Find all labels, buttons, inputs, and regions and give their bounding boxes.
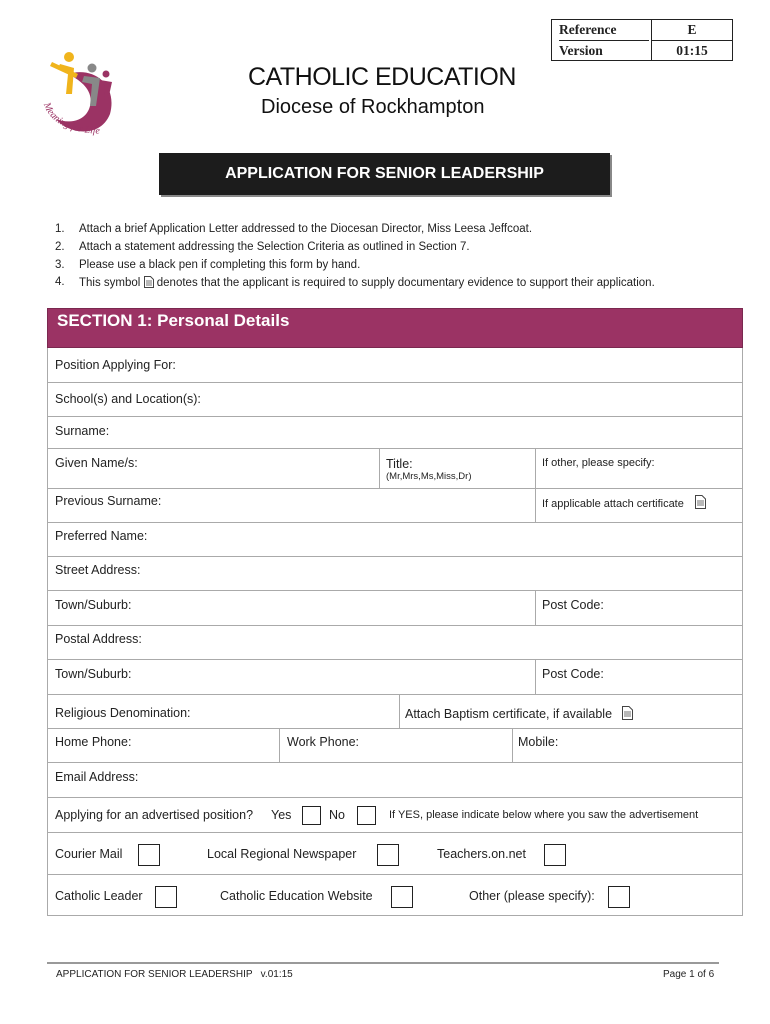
ce-website-checkbox[interactable] — [391, 886, 413, 908]
attach-baptism-label: Attach Baptism certificate, if available — [405, 706, 633, 721]
no-label: No — [329, 808, 345, 822]
footer-divider — [47, 962, 719, 964]
catholic-leader-checkbox[interactable] — [155, 886, 177, 908]
courier-mail-checkbox[interactable] — [138, 844, 160, 866]
teachers-net-label: Teachers.on.net — [437, 847, 526, 861]
logo-tagline — [40, 98, 130, 143]
work-phone-field[interactable]: Work Phone: — [287, 735, 360, 749]
post-code-field[interactable]: Post Code: — [542, 598, 604, 612]
ce-website-label: Catholic Education Website — [220, 889, 373, 903]
position-applying-field[interactable]: Position Applying For: — [55, 358, 176, 372]
teachers-net-checkbox[interactable] — [544, 844, 566, 866]
local-newspaper-label: Local Regional Newspaper — [207, 847, 357, 861]
postal-town-suburb-field[interactable]: Town/Suburb: — [55, 667, 132, 681]
no-checkbox[interactable] — [357, 806, 376, 825]
yes-label: Yes — [271, 808, 292, 822]
other-checkbox[interactable] — [608, 886, 630, 908]
religious-denomination-field[interactable]: Religious Denomination: — [55, 706, 191, 720]
document-evidence-icon — [695, 495, 706, 509]
advertised-question: Applying for an advertised position? — [55, 808, 254, 822]
postal-address-field[interactable]: Postal Address: — [55, 632, 142, 646]
attach-certificate-label: If applicable attach certificate — [542, 495, 706, 510]
reference-label: Reference — [559, 22, 617, 37]
local-newspaper-checkbox[interactable] — [377, 844, 399, 866]
reference-table — [551, 19, 733, 61]
postal-post-code-field[interactable]: Post Code: — [542, 667, 604, 681]
street-address-field[interactable]: Street Address: — [55, 563, 141, 577]
town-suburb-field[interactable]: Town/Suburb: — [55, 598, 132, 612]
mobile-field[interactable]: Mobile: — [518, 735, 559, 749]
page-subtitle: Diocese of Rockhampton — [261, 96, 485, 118]
version-value: 01:15 — [651, 40, 732, 60]
given-names-field[interactable]: Given Name/s: — [55, 456, 138, 470]
home-phone-field[interactable]: Home Phone: — [55, 735, 132, 749]
email-address-field[interactable]: Email Address: — [55, 770, 139, 784]
form-banner: APPLICATION FOR SENIOR LEADERSHIP — [159, 153, 610, 195]
svg-text:Meaning for Life: Meaning for Life — [40, 100, 100, 137]
if-yes-note: If YES, please indicate below where you saw the advertisement — [389, 809, 699, 821]
previous-surname-field[interactable]: Previous Surname: — [55, 494, 162, 508]
page-title: CATHOLIC EDUCATION — [248, 63, 516, 91]
courier-mail-label: Courier Mail — [55, 847, 123, 861]
catholic-leader-label: Catholic Leader — [55, 889, 143, 903]
document-evidence-icon — [144, 276, 154, 288]
title-field[interactable]: Title: — [386, 457, 413, 471]
surname-field[interactable]: Surname: — [55, 424, 110, 438]
section-1-header: SECTION 1: Personal Details — [47, 308, 743, 348]
footer-left: APPLICATION FOR SENIOR LEADERSHIP v.01:15 — [56, 969, 293, 980]
reference-value: E — [651, 20, 732, 40]
yes-checkbox[interactable] — [302, 806, 321, 825]
title-hint: (Mr,Mrs,Ms,Miss,Dr) — [386, 471, 472, 482]
schools-location-field[interactable]: School(s) and Location(s): — [55, 392, 201, 406]
title-other-field[interactable]: If other, please specify: — [542, 457, 655, 469]
page-number: Page 1 of 6 — [663, 969, 715, 980]
personal-details-table — [47, 348, 743, 916]
preferred-name-field[interactable]: Preferred Name: — [55, 529, 148, 543]
other-label: Other (please specify): — [469, 889, 595, 903]
document-evidence-icon — [622, 706, 633, 720]
version-label: Version — [559, 40, 649, 60]
